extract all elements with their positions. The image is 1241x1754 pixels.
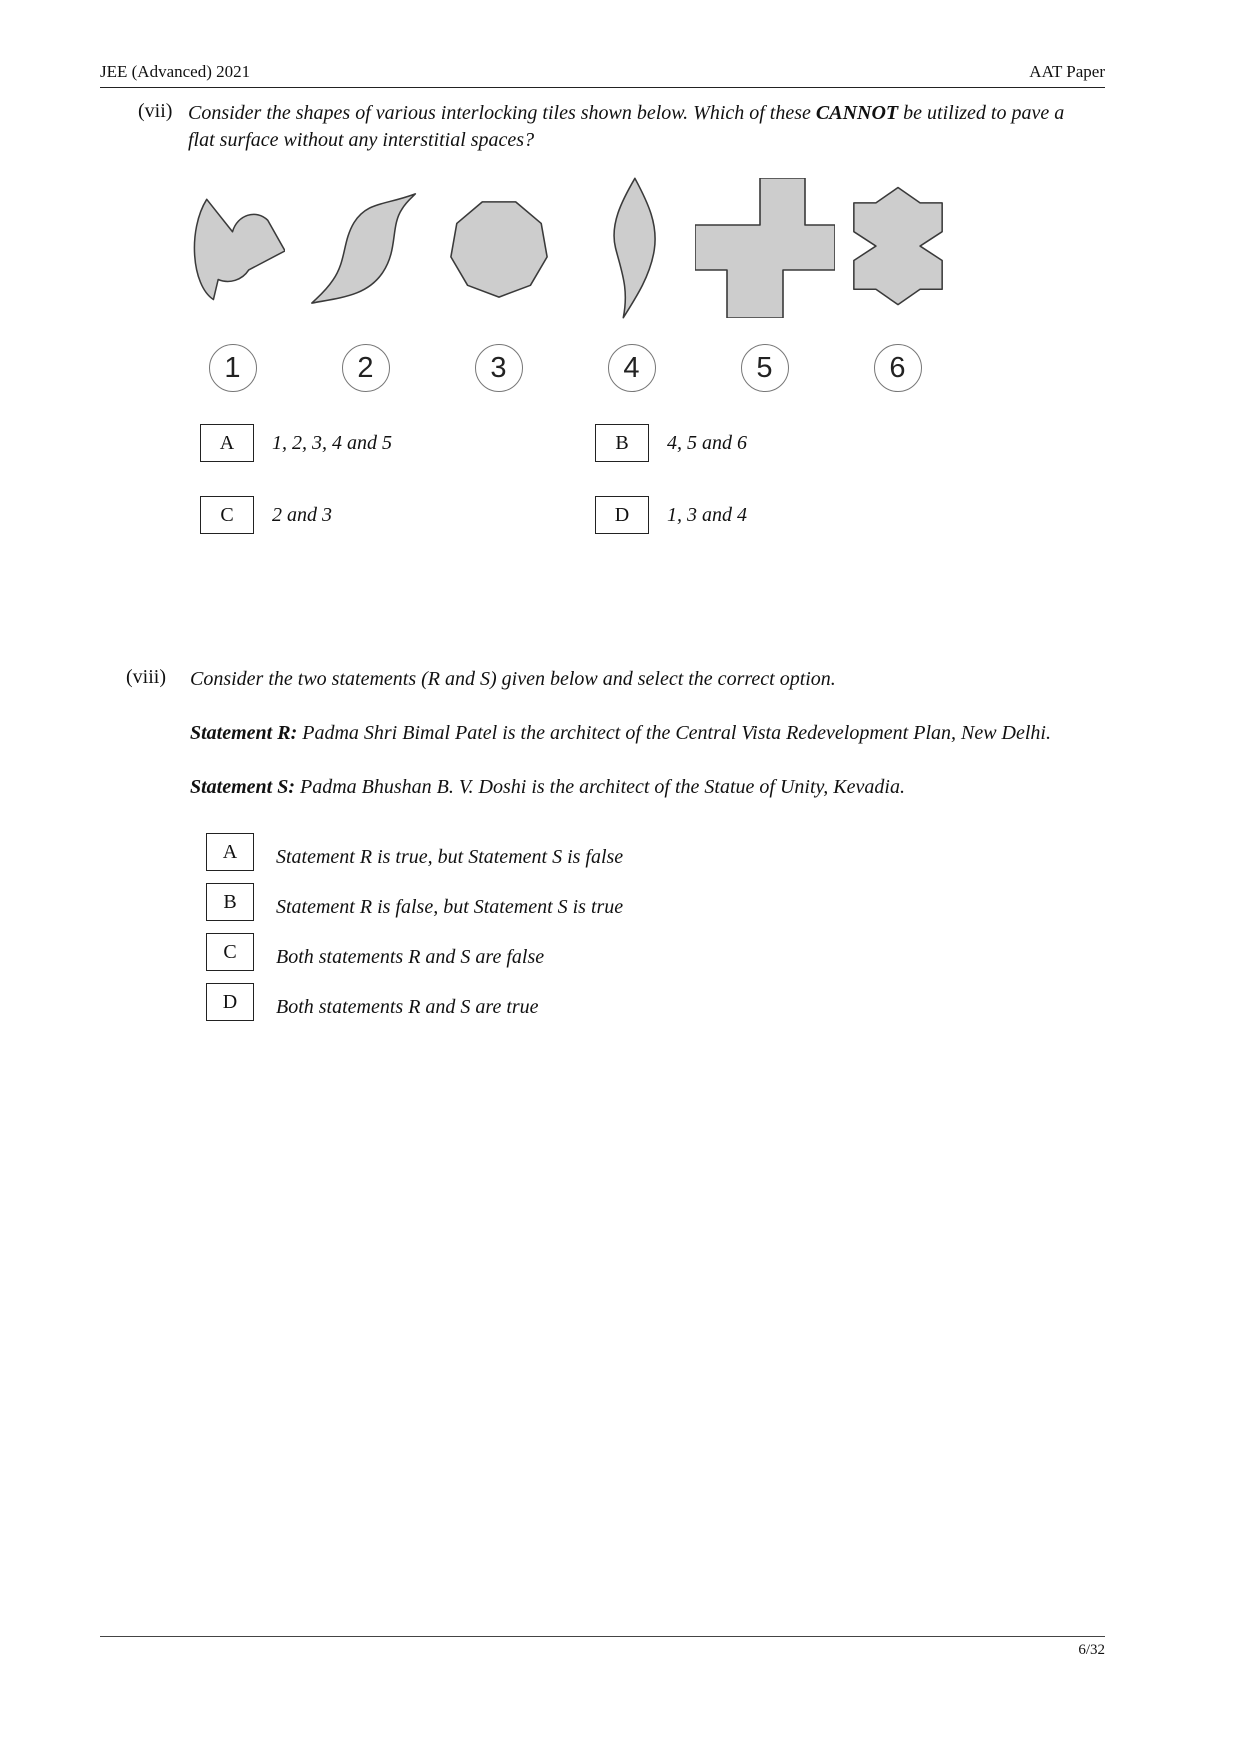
- option-viii-text-b: Statement R is false, but Statement S is true: [276, 896, 624, 918]
- option-text-d: 1, 3 and 4: [667, 503, 747, 526]
- header-left-title: JEE (Advanced) 2021: [100, 62, 251, 81]
- tile-number-4: 4: [623, 351, 640, 384]
- tile-number-badge-5: [741, 344, 789, 392]
- option-vii-c: [200, 496, 595, 534]
- page-footer: [100, 1636, 1105, 1659]
- option-vii-d: [595, 496, 1105, 534]
- option-viii-box-a: A: [206, 833, 254, 871]
- tile-shape-2: [308, 168, 423, 328]
- question-viii-row: [100, 666, 1105, 693]
- tile-column-3: [432, 168, 565, 392]
- option-box-a: A: [200, 424, 254, 462]
- tile-number-1: 1: [224, 351, 241, 384]
- option-box-b: B: [595, 424, 649, 462]
- tile-number-2: 2: [357, 351, 374, 384]
- question-vii-text-before: Consider the shapes of various interlocking tiles shown below. Which of these: [188, 102, 816, 124]
- page-header: [100, 62, 1105, 88]
- option-viii-text-a: Statement R is true, but Statement S is false: [276, 846, 624, 868]
- tile-shapes-figure: [166, 168, 1105, 392]
- option-viii-text-d: Both statements R and S are true: [276, 996, 539, 1018]
- crescent-sliver-tile-icon: [602, 172, 662, 324]
- option-viii-c: [206, 933, 1105, 971]
- option-box-c: C: [200, 496, 254, 534]
- option-viii-d: [206, 983, 1105, 1021]
- s-wave-tile-icon: [308, 187, 423, 309]
- tile-shape-4: [602, 168, 662, 328]
- option-viii-box-c: C: [206, 933, 254, 971]
- tile-shape-5: [695, 168, 835, 328]
- question-vii-text-after: be utilized to pave a flat surface without any interstitial spaces?: [188, 102, 1065, 151]
- question-viii-section: [100, 666, 1105, 1033]
- option-vii-b: [595, 424, 1105, 462]
- star-notched-tile-icon: [850, 183, 946, 313]
- question-vii-text-bold: CANNOT: [815, 102, 899, 124]
- statement-r: [190, 719, 1060, 747]
- statement-r-label: Statement R:: [190, 722, 298, 744]
- question-vii-row: [100, 100, 1105, 154]
- question-viii-intro: Consider the two statements (R and S) given below and select the correct option.: [190, 668, 836, 690]
- tile-number-3: 3: [490, 351, 507, 384]
- statement-r-text: Padma Shri Bimal Patel is the architect of the Central Vista Redevelopment Plan, New Delhi.: [297, 722, 1051, 744]
- option-box-d: D: [595, 496, 649, 534]
- option-viii-a: [206, 833, 1105, 871]
- tile-column-2: [299, 168, 432, 392]
- option-viii-box-b: B: [206, 883, 254, 921]
- question-vii-text: [188, 100, 1068, 154]
- cross-polyomino-tile-icon: [695, 178, 835, 318]
- page-number: 6/32: [1078, 1642, 1105, 1658]
- tile-column-5: [698, 168, 831, 392]
- tile-number-badge-6: [874, 344, 922, 392]
- tile-shape-6: [850, 168, 946, 328]
- header-right-title: AAT Paper: [1029, 62, 1105, 81]
- option-viii-b: [206, 883, 1105, 921]
- tile-column-4: [565, 168, 698, 392]
- option-viii-box-d: D: [206, 983, 254, 1021]
- tile-number-badge-3: [475, 344, 523, 392]
- question-viii-options: [206, 833, 1105, 1021]
- tile-shape-3: [445, 168, 553, 328]
- question-vii-options: [200, 424, 1105, 534]
- tile-shape-1: [180, 168, 285, 328]
- tile-number-6: 6: [889, 351, 906, 384]
- statement-s-text: Padma Bhushan B. V. Doshi is the architect of the Statue of Unity, Kevadia.: [295, 776, 905, 798]
- option-vii-a: [200, 424, 595, 462]
- statement-s: [190, 773, 1060, 801]
- tile-number-badge-4: [608, 344, 656, 392]
- question-viii-number: (viii): [126, 666, 166, 688]
- option-viii-text-c: Both statements R and S are false: [276, 946, 545, 968]
- tile-column-6: [831, 168, 964, 392]
- tile-number-badge-1: [209, 344, 257, 392]
- nonagon-tile-icon: [445, 194, 553, 302]
- tile-number-5: 5: [756, 351, 773, 384]
- question-vii-section: [100, 100, 1105, 534]
- tile-number-badge-2: [342, 344, 390, 392]
- statement-s-label: Statement S:: [190, 776, 296, 798]
- option-text-a: 1, 2, 3, 4 and 5: [272, 431, 392, 454]
- notched-curved-tile-icon: [180, 189, 285, 307]
- option-text-b: 4, 5 and 6: [667, 431, 747, 454]
- question-vii-number: (vii): [138, 100, 173, 122]
- option-text-c: 2 and 3: [272, 503, 332, 526]
- tile-column-1: [166, 168, 299, 392]
